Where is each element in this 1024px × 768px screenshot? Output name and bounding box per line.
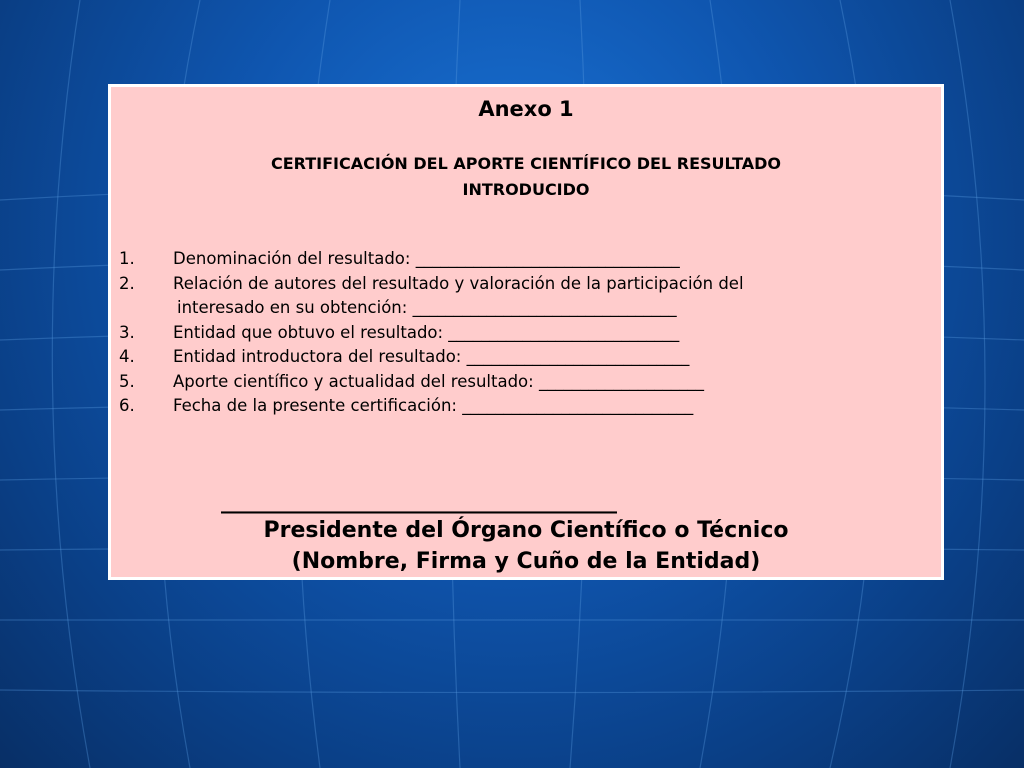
item-text: Aporte científico y actualidad del resultado: ____________________	[173, 371, 704, 391]
certificate-fields-list	[119, 247, 919, 419]
item-number: 4.	[119, 347, 135, 366]
signature-caption	[111, 515, 941, 577]
signature-line: ____________________________________	[221, 489, 617, 514]
item-text: Entidad que obtuvo el resultado: ____________________________	[173, 322, 680, 342]
item-text: Denominación del resultado: ________________________________	[173, 249, 680, 268]
list-item	[119, 370, 919, 395]
list-item	[119, 247, 919, 272]
item-number: 5.	[119, 371, 135, 391]
list-item	[119, 394, 919, 419]
signature-title-line-2: (Nombre, Firma y Cuño de la Entidad)	[291, 549, 761, 574]
certificate-subtitle	[171, 151, 881, 203]
list-item	[119, 321, 919, 346]
item-text: Relación de autores del resultado y valoración de la participación del	[173, 273, 744, 293]
annex-title: Anexo 1	[478, 97, 574, 121]
subtitle-line-2: INTRODUCIDO	[462, 180, 590, 199]
item-text: Entidad introductora del resultado: ___________________________	[173, 347, 690, 366]
item-text: Fecha de la presente certificación: ____________________________	[173, 396, 694, 415]
item-number: 3.	[119, 322, 135, 342]
subtitle-line-1: CERTIFICACIÓN DEL APORTE CIENTÍFICO DEL RESULTADO	[270, 154, 781, 173]
certificate-card	[108, 84, 944, 580]
list-item-continuation	[119, 296, 919, 321]
item-text: interesado en su obtención: ________________________________	[177, 298, 677, 317]
signature-title-line-1: Presidente del Órgano Científico o Técnico	[263, 518, 789, 543]
item-number: 6.	[119, 396, 135, 415]
item-number: 2.	[119, 273, 135, 293]
list-item	[119, 272, 919, 297]
item-number: 1.	[119, 249, 135, 268]
list-item	[119, 345, 919, 370]
